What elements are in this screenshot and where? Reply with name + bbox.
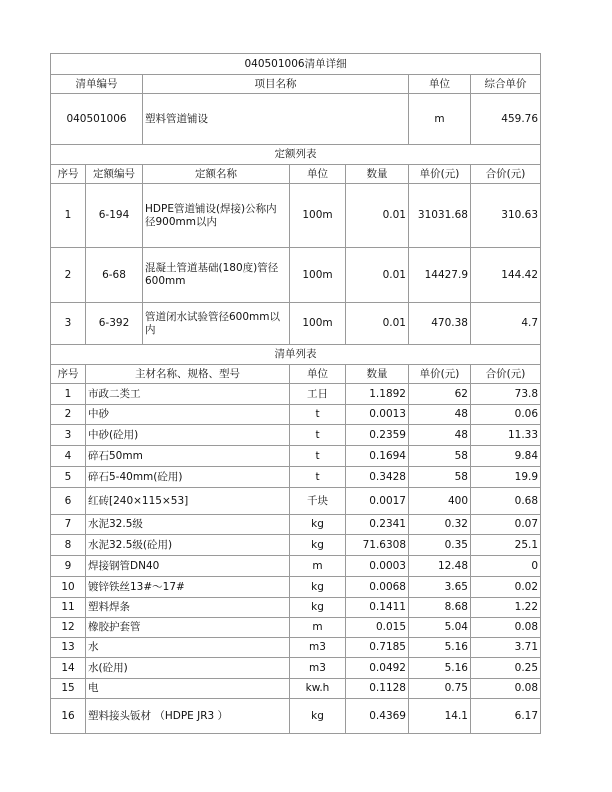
material-row bbox=[51, 425, 541, 446]
material-index: 3 bbox=[51, 425, 86, 446]
quota-qty: 0.01 bbox=[346, 248, 409, 303]
material-row bbox=[51, 515, 541, 535]
material-unit: 工日 bbox=[290, 384, 346, 405]
material-unit-price: 12.48 bbox=[409, 556, 471, 577]
material-unit-price: 62 bbox=[409, 384, 471, 405]
quota-col-total: 合价(元) bbox=[471, 165, 541, 184]
material-index: 16 bbox=[51, 699, 86, 734]
name-label: 项目名称 bbox=[143, 75, 409, 94]
quota-unit: 100m bbox=[290, 303, 346, 345]
quota-index: 1 bbox=[51, 184, 86, 248]
material-row bbox=[51, 658, 541, 679]
material-name: 电 bbox=[86, 679, 290, 699]
mat-col-price: 单价(元) bbox=[409, 365, 471, 384]
material-row bbox=[51, 638, 541, 658]
quota-row bbox=[51, 248, 541, 303]
material-total: 1.22 bbox=[471, 598, 541, 618]
material-total: 25.1 bbox=[471, 535, 541, 556]
material-index: 12 bbox=[51, 618, 86, 638]
material-name: 橡胶护套管 bbox=[86, 618, 290, 638]
material-total: 0.08 bbox=[471, 679, 541, 699]
material-total: 0 bbox=[471, 556, 541, 577]
material-qty: 0.0013 bbox=[346, 405, 409, 425]
material-unit-price: 8.68 bbox=[409, 598, 471, 618]
bill-detail-table bbox=[50, 53, 541, 734]
material-unit: kw.h bbox=[290, 679, 346, 699]
material-index: 10 bbox=[51, 577, 86, 598]
material-unit: m3 bbox=[290, 658, 346, 679]
material-unit: 千块 bbox=[290, 488, 346, 515]
material-name: 市政二类工 bbox=[86, 384, 290, 405]
material-total: 19.9 bbox=[471, 467, 541, 488]
material-unit-price: 5.16 bbox=[409, 658, 471, 679]
material-qty: 0.0492 bbox=[346, 658, 409, 679]
material-index: 8 bbox=[51, 535, 86, 556]
quota-total: 144.42 bbox=[471, 248, 541, 303]
material-unit-price: 3.65 bbox=[409, 577, 471, 598]
material-total: 0.02 bbox=[471, 577, 541, 598]
material-name: 焊接钢管DN40 bbox=[86, 556, 290, 577]
material-total: 0.25 bbox=[471, 658, 541, 679]
material-index: 2 bbox=[51, 405, 86, 425]
quota-index: 2 bbox=[51, 248, 86, 303]
material-unit: t bbox=[290, 446, 346, 467]
material-unit: t bbox=[290, 467, 346, 488]
mat-col-name: 主材名称、规格、型号 bbox=[86, 365, 290, 384]
material-index: 5 bbox=[51, 467, 86, 488]
quota-name: 管道闭水试验管径600mm以内 bbox=[143, 303, 290, 345]
material-index: 1 bbox=[51, 384, 86, 405]
quota-unit: 100m bbox=[290, 248, 346, 303]
quota-section-title: 定额列表 bbox=[51, 145, 541, 165]
quota-name: 混凝土管道基础(180度)管径600mm bbox=[143, 248, 290, 303]
quota-col-unit: 单位 bbox=[290, 165, 346, 184]
material-row bbox=[51, 699, 541, 734]
mat-col-qty: 数量 bbox=[346, 365, 409, 384]
material-index: 15 bbox=[51, 679, 86, 699]
quota-code: 6-68 bbox=[86, 248, 143, 303]
material-row bbox=[51, 577, 541, 598]
bill-unit: m bbox=[409, 94, 471, 145]
materials-section-title: 清单列表 bbox=[51, 345, 541, 365]
material-qty: 0.1411 bbox=[346, 598, 409, 618]
material-unit-price: 0.35 bbox=[409, 535, 471, 556]
material-unit-price: 5.04 bbox=[409, 618, 471, 638]
bill-code: 040501006 bbox=[51, 94, 143, 145]
material-unit-price: 48 bbox=[409, 425, 471, 446]
material-name: 水(砼用) bbox=[86, 658, 290, 679]
table-title: 040501006清单详细 bbox=[51, 54, 541, 75]
material-unit-price: 0.75 bbox=[409, 679, 471, 699]
material-index: 13 bbox=[51, 638, 86, 658]
material-qty: 0.2341 bbox=[346, 515, 409, 535]
material-unit: t bbox=[290, 425, 346, 446]
quota-col-index: 序号 bbox=[51, 165, 86, 184]
material-total: 0.07 bbox=[471, 515, 541, 535]
quota-col-price: 单价(元) bbox=[409, 165, 471, 184]
material-total: 6.17 bbox=[471, 699, 541, 734]
material-qty: 0.0068 bbox=[346, 577, 409, 598]
material-total: 73.8 bbox=[471, 384, 541, 405]
material-unit: t bbox=[290, 405, 346, 425]
mat-col-index: 序号 bbox=[51, 365, 86, 384]
quota-qty: 0.01 bbox=[346, 184, 409, 248]
quota-total: 310.63 bbox=[471, 184, 541, 248]
material-unit-price: 58 bbox=[409, 467, 471, 488]
price-label: 综合单价 bbox=[471, 75, 541, 94]
material-name: 水 bbox=[86, 638, 290, 658]
material-name: 中砂 bbox=[86, 405, 290, 425]
material-qty: 1.1892 bbox=[346, 384, 409, 405]
material-name: 镀锌铁丝13#～17# bbox=[86, 577, 290, 598]
material-unit-price: 58 bbox=[409, 446, 471, 467]
quota-name: HDPE管道铺设(焊接)公称内径900mm以内 bbox=[143, 184, 290, 248]
material-qty: 0.7185 bbox=[346, 638, 409, 658]
material-total: 9.84 bbox=[471, 446, 541, 467]
material-row bbox=[51, 405, 541, 425]
material-row bbox=[51, 535, 541, 556]
material-qty: 0.2359 bbox=[346, 425, 409, 446]
material-total: 11.33 bbox=[471, 425, 541, 446]
quota-unit-price: 31031.68 bbox=[409, 184, 471, 248]
material-unit: kg bbox=[290, 699, 346, 734]
material-unit-price: 5.16 bbox=[409, 638, 471, 658]
materials-header-row bbox=[51, 365, 541, 384]
mat-col-total: 合价(元) bbox=[471, 365, 541, 384]
material-qty: 0.0017 bbox=[346, 488, 409, 515]
material-unit: kg bbox=[290, 577, 346, 598]
material-name: 红砖[240×115×53] bbox=[86, 488, 290, 515]
composite-price: 459.76 bbox=[471, 94, 541, 145]
material-qty: 0.015 bbox=[346, 618, 409, 638]
code-label: 清单编号 bbox=[51, 75, 143, 94]
material-total: 0.08 bbox=[471, 618, 541, 638]
quota-unit-price: 470.38 bbox=[409, 303, 471, 345]
material-name: 水泥32.5级(砼用) bbox=[86, 535, 290, 556]
quota-col-code: 定额编号 bbox=[86, 165, 143, 184]
material-qty: 0.4369 bbox=[346, 699, 409, 734]
material-index: 6 bbox=[51, 488, 86, 515]
material-row bbox=[51, 467, 541, 488]
material-unit-price: 0.32 bbox=[409, 515, 471, 535]
material-unit: kg bbox=[290, 598, 346, 618]
material-index: 4 bbox=[51, 446, 86, 467]
quota-code: 6-392 bbox=[86, 303, 143, 345]
material-qty: 0.1694 bbox=[346, 446, 409, 467]
unit-label: 单位 bbox=[409, 75, 471, 94]
material-qty: 0.3428 bbox=[346, 467, 409, 488]
material-index: 14 bbox=[51, 658, 86, 679]
material-row bbox=[51, 488, 541, 515]
mat-col-unit: 单位 bbox=[290, 365, 346, 384]
quota-unit: 100m bbox=[290, 184, 346, 248]
material-unit: kg bbox=[290, 535, 346, 556]
material-unit: m bbox=[290, 618, 346, 638]
quota-row bbox=[51, 184, 541, 248]
quota-total: 4.7 bbox=[471, 303, 541, 345]
material-name: 塑料焊条 bbox=[86, 598, 290, 618]
material-unit: m bbox=[290, 556, 346, 577]
material-index: 11 bbox=[51, 598, 86, 618]
quota-qty: 0.01 bbox=[346, 303, 409, 345]
quota-unit-price: 14427.9 bbox=[409, 248, 471, 303]
quota-col-name: 定额名称 bbox=[143, 165, 290, 184]
material-row bbox=[51, 598, 541, 618]
material-qty: 0.1128 bbox=[346, 679, 409, 699]
quota-index: 3 bbox=[51, 303, 86, 345]
material-name: 碎石5-40mm(砼用) bbox=[86, 467, 290, 488]
material-name: 塑料接头钣材 （HDPE JR3 ） bbox=[86, 699, 290, 734]
material-row bbox=[51, 384, 541, 405]
material-total: 3.71 bbox=[471, 638, 541, 658]
material-unit-price: 14.1 bbox=[409, 699, 471, 734]
material-row bbox=[51, 618, 541, 638]
quota-col-qty: 数量 bbox=[346, 165, 409, 184]
material-unit-price: 48 bbox=[409, 405, 471, 425]
quota-row bbox=[51, 303, 541, 345]
material-qty: 71.6308 bbox=[346, 535, 409, 556]
material-total: 0.06 bbox=[471, 405, 541, 425]
material-row bbox=[51, 446, 541, 467]
material-unit: m3 bbox=[290, 638, 346, 658]
material-row bbox=[51, 679, 541, 699]
material-index: 7 bbox=[51, 515, 86, 535]
quota-code: 6-194 bbox=[86, 184, 143, 248]
material-index: 9 bbox=[51, 556, 86, 577]
material-qty: 0.0003 bbox=[346, 556, 409, 577]
material-row bbox=[51, 556, 541, 577]
item-name: 塑料管道铺设 bbox=[143, 94, 409, 145]
quota-header-row bbox=[51, 165, 541, 184]
material-name: 水泥32.5级 bbox=[86, 515, 290, 535]
material-name: 碎石50mm bbox=[86, 446, 290, 467]
material-unit-price: 400 bbox=[409, 488, 471, 515]
material-total: 0.68 bbox=[471, 488, 541, 515]
material-unit: kg bbox=[290, 515, 346, 535]
material-name: 中砂(砼用) bbox=[86, 425, 290, 446]
